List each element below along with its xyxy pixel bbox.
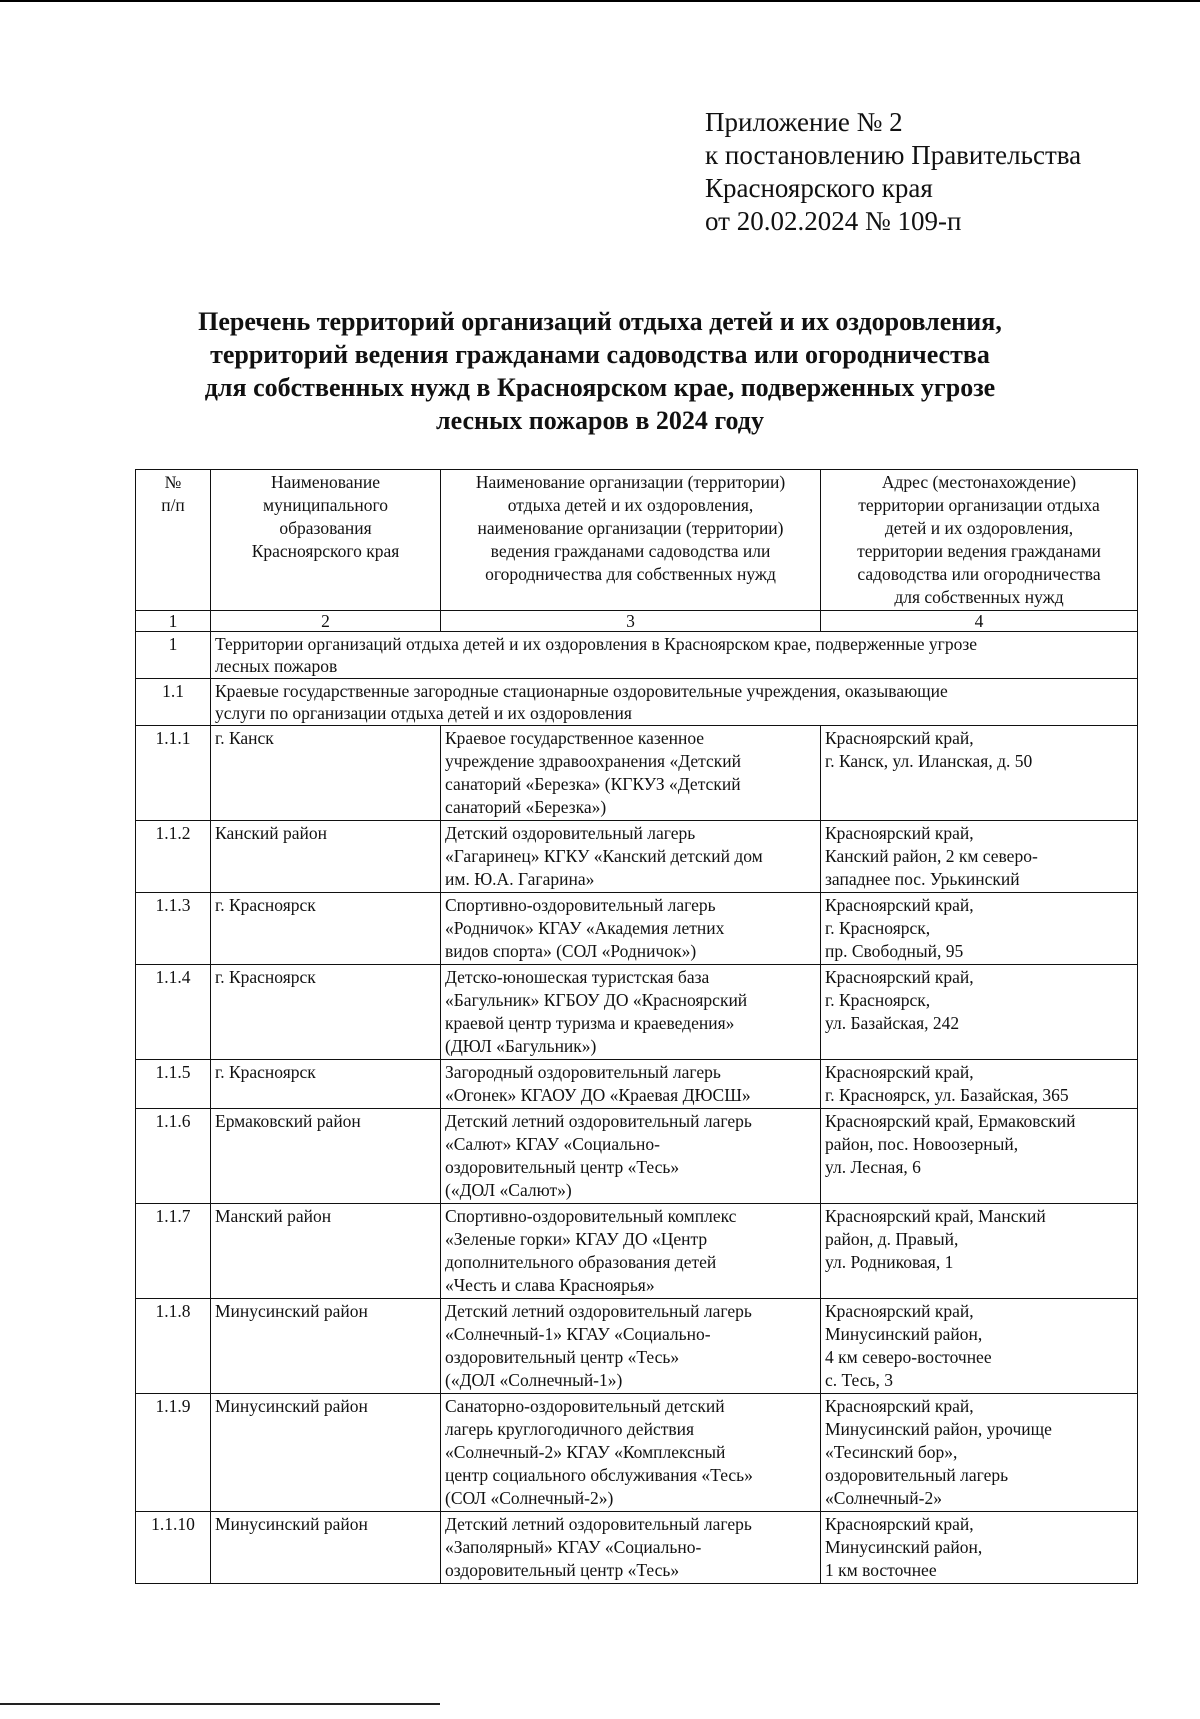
- address-line: район, д. Правый,: [825, 1229, 959, 1249]
- address-line: оздоровительный лагерь: [825, 1465, 1009, 1485]
- address-line: Красноярский край,: [825, 1301, 974, 1321]
- territories-table: [135, 469, 1138, 1584]
- row-number: 1.1.8: [136, 1299, 211, 1394]
- table-row: [136, 726, 1138, 821]
- section-row: [136, 632, 1138, 679]
- organization-cell: [441, 1204, 821, 1299]
- organization-line: («ДОЛ «Салют»): [445, 1180, 572, 1200]
- organization-line: «Солнечный-2» КГАУ «Комплексный: [445, 1442, 726, 1462]
- address-line: Красноярский край,: [825, 1396, 974, 1416]
- header-number: № п/п: [136, 470, 211, 611]
- organization-line: Спортивно-оздоровительный комплекс: [445, 1206, 737, 1226]
- title-line: лесных пожаров в 2024 году: [436, 406, 764, 435]
- address-line: Минусинский район,: [825, 1537, 983, 1557]
- address-line: 4 км северо-восточнее: [825, 1347, 992, 1367]
- municipality-cell: Манский район: [211, 1204, 441, 1299]
- row-number: 1.1.9: [136, 1394, 211, 1512]
- table-row: [136, 1299, 1138, 1394]
- address-cell: [821, 1512, 1138, 1584]
- municipality-cell: г. Красноярск: [211, 1060, 441, 1109]
- organization-line: санаторий «Березка»): [445, 797, 607, 817]
- column-number: 4: [821, 611, 1138, 632]
- appendix-block: [705, 106, 1081, 238]
- header-municipality: Наименование муниципального образования Красноярского края: [211, 470, 441, 611]
- organization-line: «Солнечный-1» КГАУ «Социально-: [445, 1324, 711, 1344]
- organization-cell: [441, 1299, 821, 1394]
- address-line: Красноярский край, Ермаковский: [825, 1111, 1076, 1131]
- organization-cell: [441, 726, 821, 821]
- table-row: [136, 893, 1138, 965]
- address-line: Красноярский край,: [825, 967, 974, 987]
- organization-line: санаторий «Березка» (КГКУЗ «Детский: [445, 774, 741, 794]
- title-line: для собственных нужд в Красноярском крае, подверженных угрозе: [204, 373, 996, 402]
- organization-line: «Родничок» КГАУ «Академия летних: [445, 918, 725, 938]
- organization-cell: [441, 1060, 821, 1109]
- municipality-cell: Ермаковский район: [211, 1109, 441, 1204]
- municipality-cell: Минусинский район: [211, 1394, 441, 1512]
- document-title: [80, 305, 1120, 437]
- address-line: ул. Лесная, 6: [825, 1157, 921, 1177]
- organization-line: дополнительного образования детей: [445, 1252, 717, 1272]
- subsection-row: [136, 679, 1138, 726]
- organization-line: «Гагаринец» КГКУ «Канский детский дом: [445, 846, 763, 866]
- address-line: Минусинский район, урочище: [825, 1419, 1052, 1439]
- organization-cell: [441, 821, 821, 893]
- organization-line: Детский оздоровительный лагерь: [445, 823, 696, 843]
- organization-line: «Заполярный» КГАУ «Социально-: [445, 1537, 702, 1557]
- address-line: Красноярский край,: [825, 1514, 974, 1534]
- organization-cell: [441, 1394, 821, 1512]
- address-line: 1 км восточнее: [825, 1560, 937, 1580]
- organization-line: учреждение здравоохранения «Детский: [445, 751, 742, 771]
- row-number: 1.1.6: [136, 1109, 211, 1204]
- row-number: 1.1.4: [136, 965, 211, 1060]
- address-cell: [821, 893, 1138, 965]
- table-row: [136, 1060, 1138, 1109]
- organization-line: Детский летний оздоровительный лагерь: [445, 1514, 752, 1534]
- address-cell: [821, 1109, 1138, 1204]
- organization-line: центр социального обслуживания «Тесь»: [445, 1465, 753, 1485]
- address-line: Красноярский край,: [825, 823, 974, 843]
- municipality-cell: г. Красноярск: [211, 893, 441, 965]
- address-line: Канский район, 2 км северо-: [825, 846, 1038, 866]
- scan-edge-top: [0, 0, 1200, 2]
- row-number: 1.1.5: [136, 1060, 211, 1109]
- organization-cell: [441, 1109, 821, 1204]
- address-cell: [821, 1299, 1138, 1394]
- subsection-number: 1.1: [136, 679, 211, 726]
- column-numbers-row: [136, 611, 1138, 632]
- municipality-cell: г. Канск: [211, 726, 441, 821]
- appendix-line: от 20.02.2024 № 109-п: [705, 206, 962, 236]
- organization-line: Санаторно-оздоровительный детский: [445, 1396, 725, 1416]
- row-number: 1.1.7: [136, 1204, 211, 1299]
- appendix-line: Приложение № 2: [705, 107, 903, 137]
- address-line: Минусинский район,: [825, 1324, 983, 1344]
- organization-line: им. Ю.А. Гагарина»: [445, 869, 595, 889]
- title-line: Перечень территорий организаций отдыха детей и их оздоровления,: [198, 307, 1002, 336]
- address-cell: [821, 726, 1138, 821]
- section-title: Территории организаций отдыха детей и их оздоровления в Красноярском крае, подверженные угрозе лесных пожаров: [211, 632, 1138, 679]
- organization-line: (ДЮЛ «Багульник»): [445, 1036, 597, 1056]
- organization-line: краевой центр туризма и краеведения»: [445, 1013, 735, 1033]
- organization-cell: [441, 965, 821, 1060]
- organization-line: (СОЛ «Солнечный-2»): [445, 1488, 614, 1508]
- municipality-cell: Канский район: [211, 821, 441, 893]
- organization-line: Детский летний оздоровительный лагерь: [445, 1301, 752, 1321]
- address-cell: [821, 1060, 1138, 1109]
- municipality-cell: Минусинский район: [211, 1512, 441, 1584]
- address-line: Красноярский край,: [825, 728, 974, 748]
- column-number: 2: [211, 611, 441, 632]
- header-address: Адрес (местонахождение) территории организации отдыха детей и их оздоровления, территории ведения гражданами садоводства или огородничества для собственных нужд: [821, 470, 1138, 611]
- column-number: 1: [136, 611, 211, 632]
- address-line: «Тесинский бор»,: [825, 1442, 958, 1462]
- organization-cell: [441, 1512, 821, 1584]
- organization-line: «Честь и слава Красноярья»: [445, 1275, 655, 1295]
- header-organization: Наименование организации (территории) отдыха детей и их оздоровления, наименование организации (территории) ведения гражданами садоводства или огородничества для собственных нужд: [441, 470, 821, 611]
- row-number: 1.1.2: [136, 821, 211, 893]
- table-header-row: [136, 470, 1138, 611]
- address-line: г. Канск, ул. Иланская, д. 50: [825, 751, 1033, 771]
- address-cell: [821, 821, 1138, 893]
- address-line: г. Красноярск,: [825, 990, 931, 1010]
- section-number: 1: [136, 632, 211, 679]
- address-line: «Солнечный-2»: [825, 1488, 942, 1508]
- table-row: [136, 965, 1138, 1060]
- municipality-cell: Минусинский район: [211, 1299, 441, 1394]
- address-line: с. Тесь, 3: [825, 1370, 893, 1390]
- scan-edge-bottom: [0, 1703, 440, 1705]
- address-cell: [821, 1394, 1138, 1512]
- municipality-cell: г. Красноярск: [211, 965, 441, 1060]
- row-number: 1.1.3: [136, 893, 211, 965]
- organization-line: оздоровительный центр «Тесь»: [445, 1157, 680, 1177]
- organization-line: Спортивно-оздоровительный лагерь: [445, 895, 716, 915]
- organization-line: Загородный оздоровительный лагерь: [445, 1062, 721, 1082]
- organization-line: оздоровительный центр «Тесь»: [445, 1560, 680, 1580]
- organization-line: видов спорта» (СОЛ «Родничок»): [445, 941, 697, 961]
- table-row: [136, 1204, 1138, 1299]
- table-row: [136, 1109, 1138, 1204]
- organization-line: оздоровительный центр «Тесь»: [445, 1347, 680, 1367]
- address-line: ул. Родниковая, 1: [825, 1252, 954, 1272]
- address-line: ул. Базайская, 242: [825, 1013, 960, 1033]
- address-cell: [821, 965, 1138, 1060]
- table-row: [136, 1512, 1138, 1584]
- organization-line: Краевое государственное казенное: [445, 728, 705, 748]
- organization-line: Детско-юношеская туристская база: [445, 967, 710, 987]
- organization-line: Детский летний оздоровительный лагерь: [445, 1111, 752, 1131]
- table-row: [136, 1394, 1138, 1512]
- organization-line: лагерь круглогодичного действия: [445, 1419, 695, 1439]
- address-line: западнее пос. Урькинский: [825, 869, 1020, 889]
- address-line: г. Красноярск,: [825, 918, 931, 938]
- address-line: пр. Свободный, 95: [825, 941, 964, 961]
- subsection-title: Краевые государственные загородные стационарные оздоровительные учреждения, оказывающие услуги по организации отдыха детей и их оздоровления: [211, 679, 1138, 726]
- address-line: район, пос. Новоозерный,: [825, 1134, 1019, 1154]
- address-cell: [821, 1204, 1138, 1299]
- address-line: Красноярский край, Манский: [825, 1206, 1046, 1226]
- organization-line: «Салют» КГАУ «Социально-: [445, 1134, 660, 1154]
- organization-line: «Зеленые горки» КГАУ ДО «Центр: [445, 1229, 708, 1249]
- appendix-line: к постановлению Правительства: [705, 140, 1082, 170]
- row-number: 1.1.10: [136, 1512, 211, 1584]
- column-number: 3: [441, 611, 821, 632]
- table-row: [136, 821, 1138, 893]
- organization-line: («ДОЛ «Солнечный-1»): [445, 1370, 623, 1390]
- address-line: Красноярский край,: [825, 1062, 974, 1082]
- row-number: 1.1.1: [136, 726, 211, 821]
- address-line: Красноярский край,: [825, 895, 974, 915]
- appendix-line: Красноярского края: [705, 173, 933, 203]
- organization-line: «Багульник» КГБОУ ДО «Красноярский: [445, 990, 748, 1010]
- address-line: г. Красноярск, ул. Базайская, 365: [825, 1085, 1069, 1105]
- organization-line: «Огонек» КГАОУ ДО «Краевая ДЮСШ»: [445, 1085, 751, 1105]
- title-line: территорий ведения гражданами садоводства или огородничества: [210, 340, 990, 369]
- organization-cell: [441, 893, 821, 965]
